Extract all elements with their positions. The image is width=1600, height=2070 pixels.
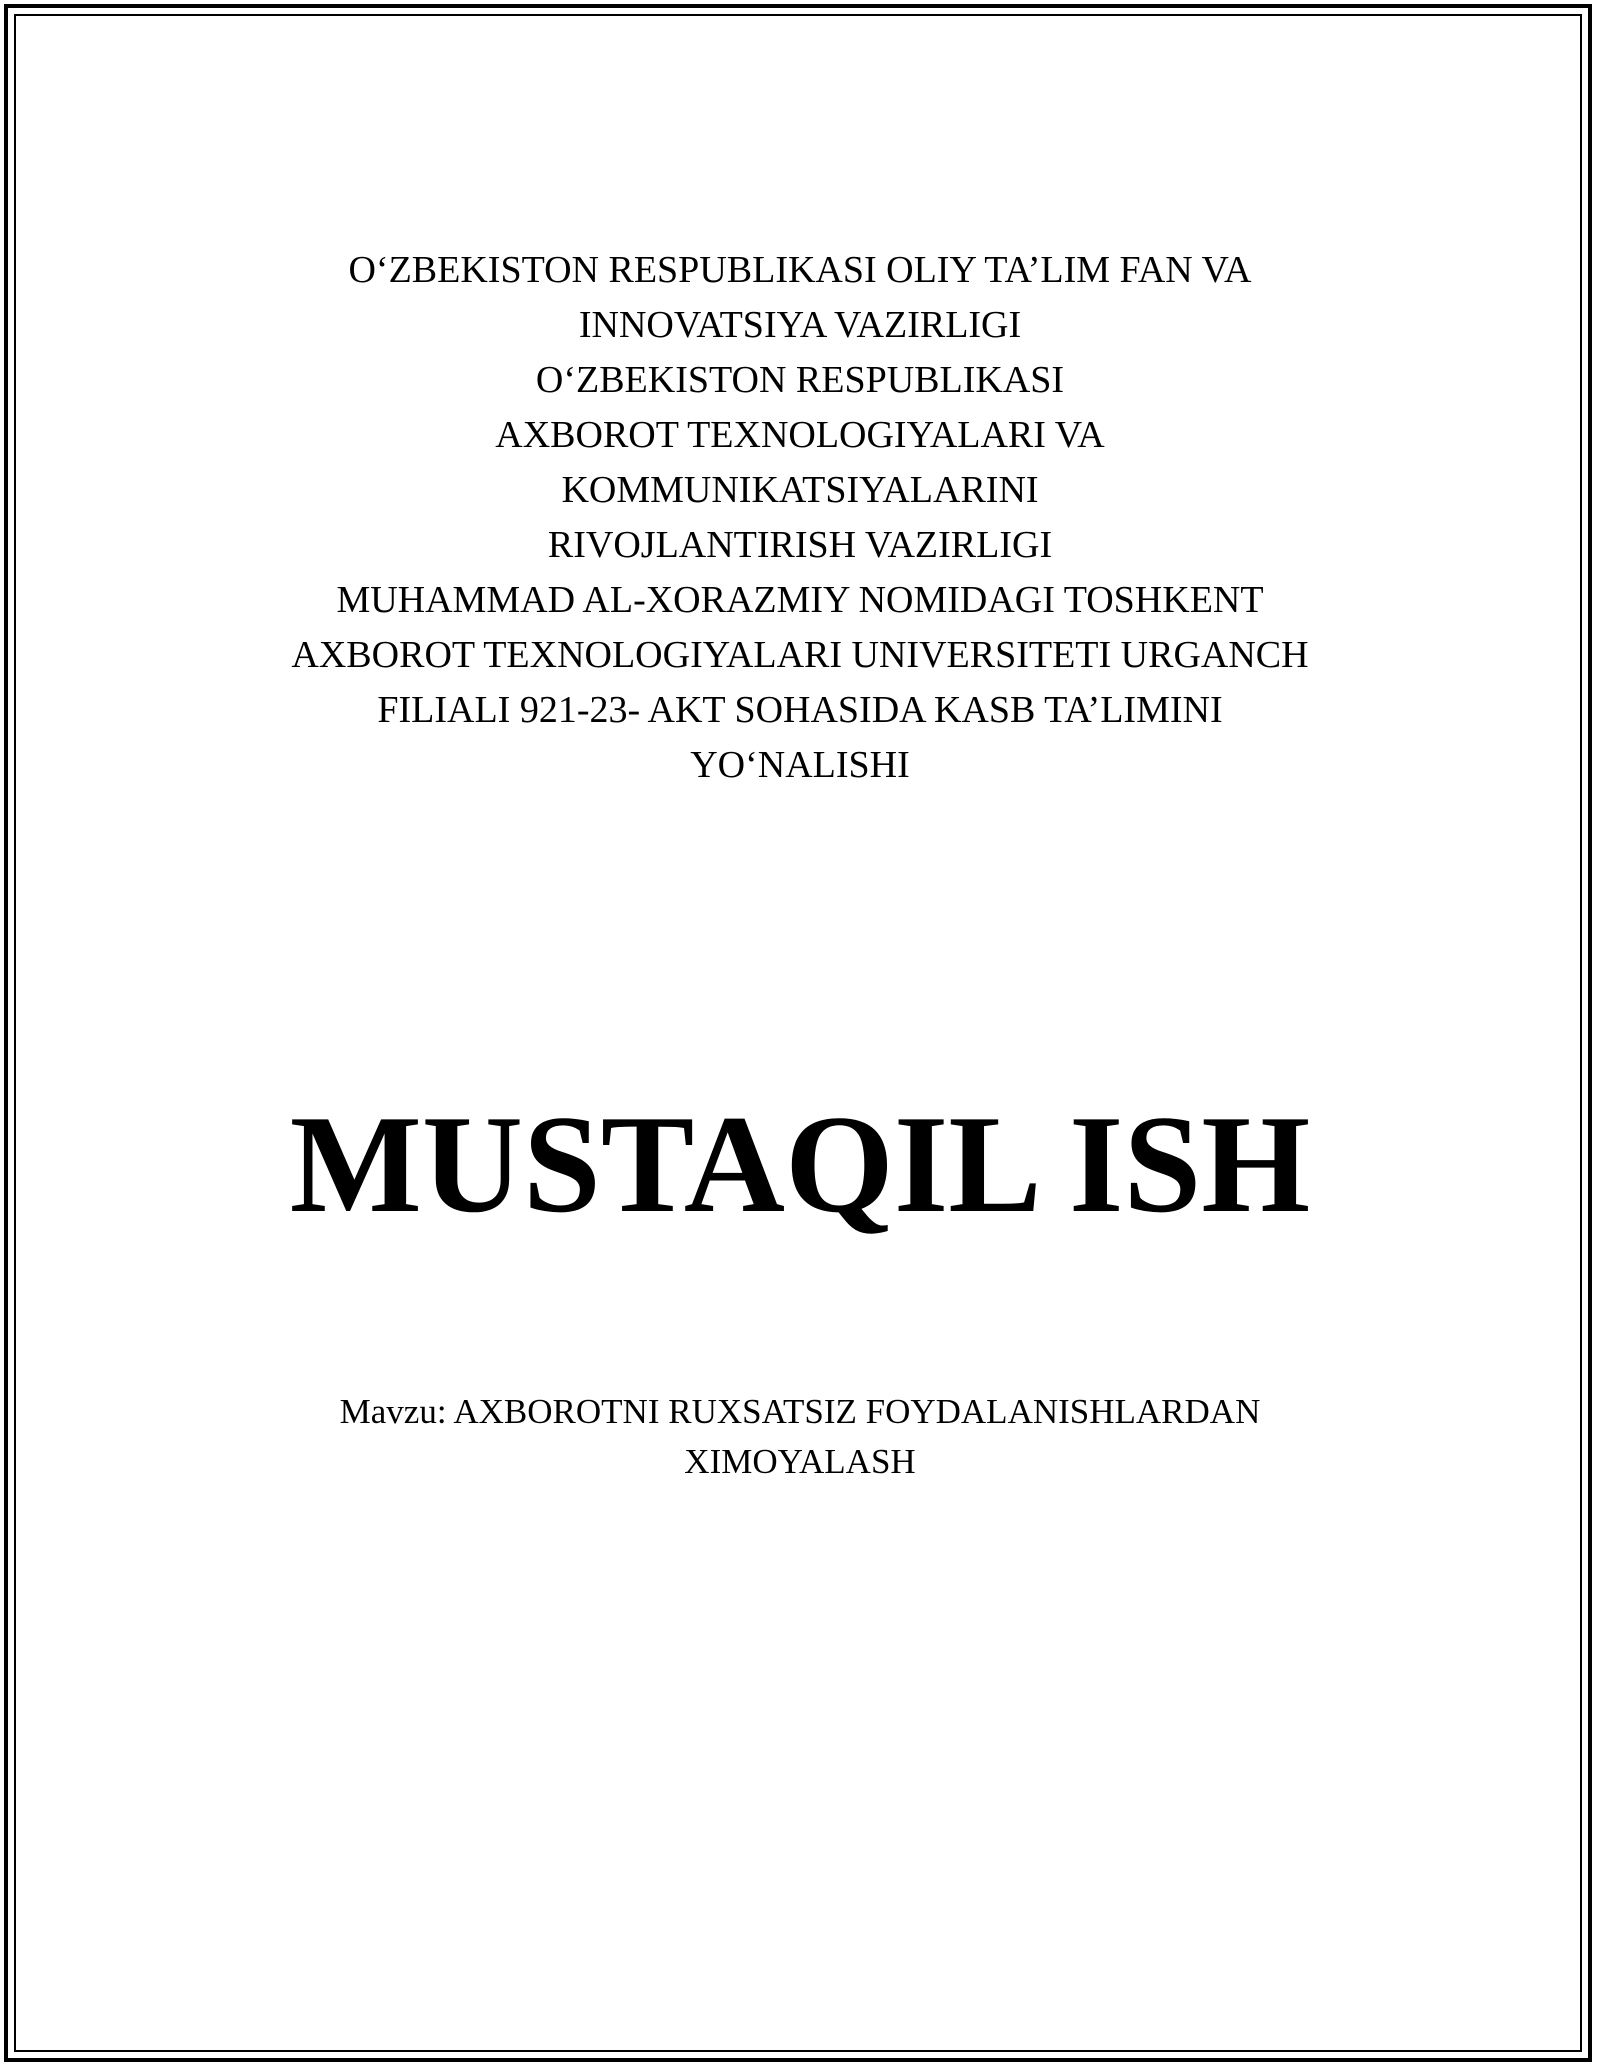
header-line: YO‘NALISHI	[690, 744, 910, 786]
header-line: O‘ZBEKISTON RESPUBLIKASI OLIY TA’LIM FAN VA	[348, 249, 1252, 291]
topic-line: XIMOYALASH	[684, 1442, 916, 1481]
topic-block	[0, 1387, 1600, 1487]
header-line: MUHAMMAD AL-XORAZMIY NOMIDAGI TOSHKENT	[336, 579, 1264, 621]
header-line: AXBOROT TEXNOLOGIYALARI UNIVERSITETI URGANCH	[291, 634, 1309, 676]
header-line: AXBOROT TEXNOLOGIYALARI VA	[495, 414, 1105, 456]
institution-header	[0, 243, 1600, 793]
header-line: KOMMUNIKATSIYALARINI	[561, 469, 1039, 511]
header-line: FILIALI 921-23- AKT SOHASIDA KASB TA’LIMINI	[377, 689, 1223, 731]
header-line: INNOVATSIYA VAZIRLIGI	[578, 304, 1022, 346]
document-title: MUSTAQIL ISH	[289, 1087, 1311, 1242]
header-line: RIVOJLANTIRISH VAZIRLIGI	[547, 524, 1053, 566]
topic-line: Mavzu: AXBOROTNI RUXSATSIZ FOYDALANISHLARDAN	[339, 1392, 1261, 1431]
header-line: O‘ZBEKISTON RESPUBLIKASI	[535, 359, 1065, 401]
